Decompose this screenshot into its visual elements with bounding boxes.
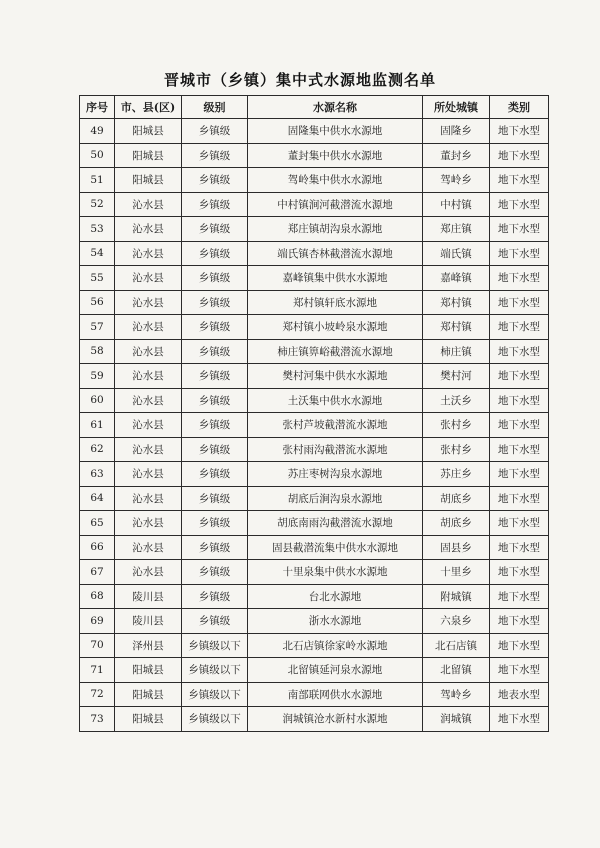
cell-category: 地下水型 — [490, 486, 549, 511]
cell-category: 地下水型 — [490, 388, 549, 413]
cell-index: 63 — [80, 462, 115, 487]
cell-town: 润城镇 — [423, 707, 490, 732]
table-row — [80, 413, 549, 438]
cell-category: 地下水型 — [490, 707, 549, 732]
cell-source-name: 台北水源地 — [248, 584, 423, 609]
cell-level: 乡镇级以下 — [182, 707, 248, 732]
cell-source-name: 固隆集中供水水源地 — [248, 119, 423, 144]
cell-town: 柿庄镇 — [423, 339, 490, 364]
cell-category: 地下水型 — [490, 658, 549, 683]
cell-county: 阳城县 — [115, 658, 182, 683]
cell-category: 地下水型 — [490, 535, 549, 560]
cell-town: 胡底乡 — [423, 511, 490, 536]
cell-source-name: 郑村镇小坡岭泉水源地 — [248, 315, 423, 340]
monitoring-list-table — [79, 95, 549, 732]
cell-town: 张村乡 — [423, 437, 490, 462]
cell-level: 乡镇级 — [182, 609, 248, 634]
cell-index: 67 — [80, 560, 115, 585]
header-source-name: 水源名称 — [248, 96, 423, 119]
cell-town: 北留镇 — [423, 658, 490, 683]
cell-index: 73 — [80, 707, 115, 732]
cell-county: 阳城县 — [115, 168, 182, 193]
cell-town: 郑庄镇 — [423, 217, 490, 242]
cell-index: 50 — [80, 143, 115, 168]
table-row — [80, 388, 549, 413]
cell-index: 71 — [80, 658, 115, 683]
cell-town: 驾岭乡 — [423, 682, 490, 707]
cell-category: 地下水型 — [490, 633, 549, 658]
table-row — [80, 462, 549, 487]
table-row — [80, 119, 549, 144]
cell-category: 地下水型 — [490, 119, 549, 144]
cell-level: 乡镇级 — [182, 462, 248, 487]
cell-category: 地下水型 — [490, 437, 549, 462]
cell-county: 沁水县 — [115, 388, 182, 413]
cell-county: 沁水县 — [115, 437, 182, 462]
cell-category: 地下水型 — [490, 511, 549, 536]
cell-source-name: 驾岭集中供水水源地 — [248, 168, 423, 193]
cell-index: 52 — [80, 192, 115, 217]
cell-source-name: 固县截潜流集中供水水源地 — [248, 535, 423, 560]
cell-county: 阳城县 — [115, 707, 182, 732]
cell-index: 70 — [80, 633, 115, 658]
table-row — [80, 364, 549, 389]
header-town: 所处城镇 — [423, 96, 490, 119]
cell-town: 固隆乡 — [423, 119, 490, 144]
cell-source-name: 中村镇涧河截潜流水源地 — [248, 192, 423, 217]
cell-level: 乡镇级以下 — [182, 658, 248, 683]
cell-source-name: 胡底南雨沟截潜流水源地 — [248, 511, 423, 536]
cell-town: 固县乡 — [423, 535, 490, 560]
cell-index: 68 — [80, 584, 115, 609]
cell-level: 乡镇级 — [182, 511, 248, 536]
cell-index: 56 — [80, 290, 115, 315]
cell-level: 乡镇级 — [182, 290, 248, 315]
table-row — [80, 486, 549, 511]
cell-category: 地下水型 — [490, 143, 549, 168]
cell-index: 65 — [80, 511, 115, 536]
cell-index: 59 — [80, 364, 115, 389]
cell-category: 地下水型 — [490, 462, 549, 487]
cell-level: 乡镇级 — [182, 315, 248, 340]
cell-category: 地下水型 — [490, 584, 549, 609]
cell-index: 69 — [80, 609, 115, 634]
cell-town: 北石店镇 — [423, 633, 490, 658]
cell-source-name: 郑村镇轩底水源地 — [248, 290, 423, 315]
cell-county: 沁水县 — [115, 266, 182, 291]
cell-index: 54 — [80, 241, 115, 266]
cell-category: 地表水型 — [490, 682, 549, 707]
cell-source-name: 北石店镇徐家岭水源地 — [248, 633, 423, 658]
table-row — [80, 217, 549, 242]
cell-source-name: 郑庄镇胡沟泉水源地 — [248, 217, 423, 242]
table-header-row — [80, 96, 549, 119]
cell-index: 66 — [80, 535, 115, 560]
cell-source-name: 十里泉集中供水水源地 — [248, 560, 423, 585]
table-row — [80, 707, 549, 732]
cell-town: 土沃乡 — [423, 388, 490, 413]
cell-county: 沁水县 — [115, 560, 182, 585]
cell-index: 60 — [80, 388, 115, 413]
header-index: 序号 — [80, 96, 115, 119]
table-row — [80, 315, 549, 340]
cell-source-name: 张村雨沟截潜流水源地 — [248, 437, 423, 462]
cell-county: 阳城县 — [115, 682, 182, 707]
cell-source-name: 浙水水源地 — [248, 609, 423, 634]
cell-source-name: 柿庄镇箅峪截潜流水源地 — [248, 339, 423, 364]
header-county: 市、县(区) — [115, 96, 182, 119]
table-row — [80, 511, 549, 536]
cell-town: 董封乡 — [423, 143, 490, 168]
cell-level: 乡镇级 — [182, 339, 248, 364]
cell-town: 樊村河 — [423, 364, 490, 389]
cell-level: 乡镇级 — [182, 119, 248, 144]
cell-source-name: 胡底后涧沟泉水源地 — [248, 486, 423, 511]
cell-town: 六泉乡 — [423, 609, 490, 634]
cell-level: 乡镇级 — [182, 437, 248, 462]
cell-county: 沁水县 — [115, 413, 182, 438]
cell-index: 64 — [80, 486, 115, 511]
cell-county: 沁水县 — [115, 364, 182, 389]
table-row — [80, 535, 549, 560]
cell-county: 陵川县 — [115, 609, 182, 634]
cell-level: 乡镇级 — [182, 364, 248, 389]
cell-county: 沁水县 — [115, 290, 182, 315]
cell-index: 51 — [80, 168, 115, 193]
cell-index: 55 — [80, 266, 115, 291]
cell-level: 乡镇级 — [182, 266, 248, 291]
page-title: 晋城市（乡镇）集中式水源地监测名单 — [163, 71, 436, 89]
cell-town: 附城镇 — [423, 584, 490, 609]
cell-level: 乡镇级 — [182, 560, 248, 585]
cell-source-name: 北留镇延河泉水源地 — [248, 658, 423, 683]
cell-county: 沁水县 — [115, 462, 182, 487]
table-row — [80, 437, 549, 462]
cell-town: 张村乡 — [423, 413, 490, 438]
table-row — [80, 609, 549, 634]
cell-county: 泽州县 — [115, 633, 182, 658]
cell-town: 郑村镇 — [423, 315, 490, 340]
table-row — [80, 560, 549, 585]
cell-index: 53 — [80, 217, 115, 242]
cell-category: 地下水型 — [490, 266, 549, 291]
cell-source-name: 润城镇沧水新村水源地 — [248, 707, 423, 732]
table-row — [80, 168, 549, 193]
cell-county: 沁水县 — [115, 315, 182, 340]
header-category: 类别 — [490, 96, 549, 119]
cell-town: 苏庄乡 — [423, 462, 490, 487]
cell-level: 乡镇级 — [182, 217, 248, 242]
cell-source-name: 端氏镇杏林截潜流水源地 — [248, 241, 423, 266]
table-row — [80, 682, 549, 707]
cell-category: 地下水型 — [490, 413, 549, 438]
cell-county: 沁水县 — [115, 535, 182, 560]
cell-category: 地下水型 — [490, 560, 549, 585]
cell-index: 57 — [80, 315, 115, 340]
cell-category: 地下水型 — [490, 192, 549, 217]
cell-level: 乡镇级以下 — [182, 633, 248, 658]
cell-category: 地下水型 — [490, 315, 549, 340]
cell-town: 嘉峰镇 — [423, 266, 490, 291]
cell-level: 乡镇级 — [182, 486, 248, 511]
cell-source-name: 南部联网供水水源地 — [248, 682, 423, 707]
cell-level: 乡镇级 — [182, 192, 248, 217]
cell-level: 乡镇级 — [182, 241, 248, 266]
cell-county: 沁水县 — [115, 217, 182, 242]
cell-town: 端氏镇 — [423, 241, 490, 266]
cell-level: 乡镇级 — [182, 584, 248, 609]
cell-source-name: 土沃集中供水水源地 — [248, 388, 423, 413]
cell-category: 地下水型 — [490, 290, 549, 315]
cell-town: 十里乡 — [423, 560, 490, 585]
cell-source-name: 樊村河集中供水水源地 — [248, 364, 423, 389]
table-row — [80, 584, 549, 609]
cell-source-name: 嘉峰镇集中供水水源地 — [248, 266, 423, 291]
cell-level: 乡镇级 — [182, 535, 248, 560]
cell-index: 49 — [80, 119, 115, 144]
cell-town: 胡底乡 — [423, 486, 490, 511]
cell-county: 阳城县 — [115, 119, 182, 144]
table-row — [80, 266, 549, 291]
cell-source-name: 董封集中供水水源地 — [248, 143, 423, 168]
table-row — [80, 290, 549, 315]
cell-category: 地下水型 — [490, 241, 549, 266]
cell-town: 中村镇 — [423, 192, 490, 217]
cell-county: 沁水县 — [115, 511, 182, 536]
cell-category: 地下水型 — [490, 217, 549, 242]
table-row — [80, 143, 549, 168]
cell-source-name: 苏庄枣树沟泉水源地 — [248, 462, 423, 487]
cell-index: 62 — [80, 437, 115, 462]
cell-category: 地下水型 — [490, 339, 549, 364]
cell-level: 乡镇级 — [182, 413, 248, 438]
table-body — [80, 119, 549, 732]
cell-county: 陵川县 — [115, 584, 182, 609]
cell-level: 乡镇级 — [182, 143, 248, 168]
header-level: 级别 — [182, 96, 248, 119]
cell-county: 沁水县 — [115, 339, 182, 364]
cell-level: 乡镇级以下 — [182, 682, 248, 707]
table-row — [80, 192, 549, 217]
cell-category: 地下水型 — [490, 168, 549, 193]
table-row — [80, 633, 549, 658]
table-row — [80, 339, 549, 364]
cell-level: 乡镇级 — [182, 168, 248, 193]
cell-category: 地下水型 — [490, 609, 549, 634]
cell-source-name: 张村芦坡截潜流水源地 — [248, 413, 423, 438]
cell-level: 乡镇级 — [182, 388, 248, 413]
cell-county: 阳城县 — [115, 143, 182, 168]
cell-town: 驾岭乡 — [423, 168, 490, 193]
cell-county: 沁水县 — [115, 241, 182, 266]
cell-index: 72 — [80, 682, 115, 707]
cell-index: 61 — [80, 413, 115, 438]
cell-county: 沁水县 — [115, 486, 182, 511]
cell-county: 沁水县 — [115, 192, 182, 217]
cell-category: 地下水型 — [490, 364, 549, 389]
table-row — [80, 241, 549, 266]
table-row — [80, 658, 549, 683]
cell-town: 郑村镇 — [423, 290, 490, 315]
cell-index: 58 — [80, 339, 115, 364]
